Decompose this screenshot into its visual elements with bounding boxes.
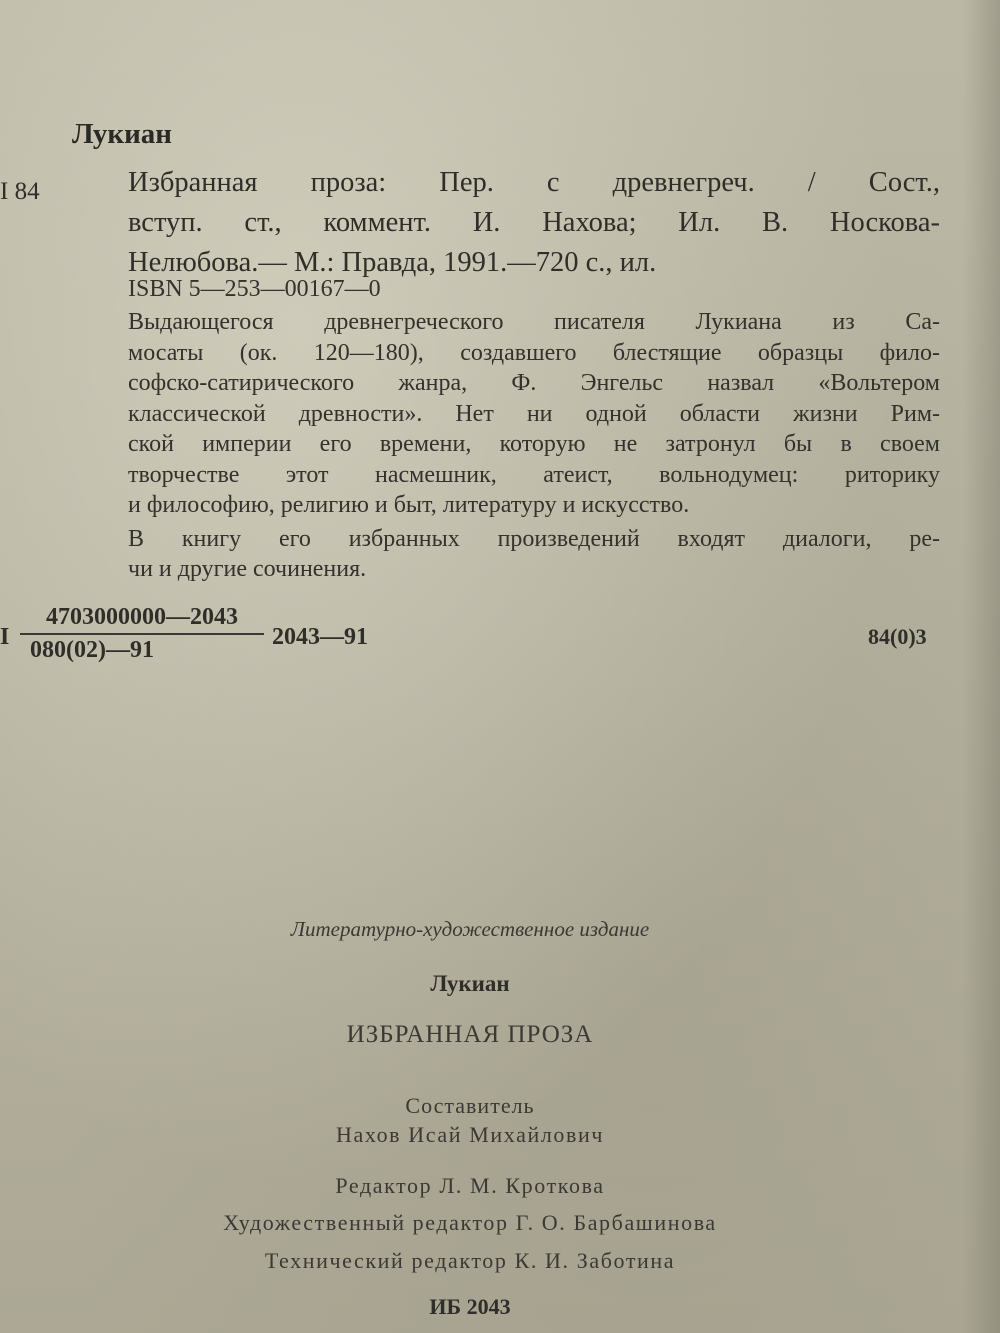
imprint-title: ИЗБРАННАЯ ПРОЗА: [346, 1021, 594, 1048]
compiler-name: Нахов Исай Михайлович: [335, 1122, 605, 1147]
imprint-author: Лукиан: [430, 971, 510, 996]
bibliographic-description: [128, 163, 940, 283]
editor-credit: Редактор Л. М. Кроткова: [335, 1173, 605, 1198]
biblio-line: Избранная проза: Пер. с древнегреч. / Сост.,: [128, 167, 940, 198]
art-editor-credit: Художественный редактор Г. О. Барбашинова: [223, 1210, 717, 1235]
fraction-numerator: 4703000000—2043: [20, 604, 264, 635]
order-code: 2043—91: [272, 624, 368, 650]
edition-type: Литературно-художественное издание: [290, 917, 650, 941]
biblio-line: вступ. ст., коммент. И. Нахова; Ил. В. Носкова-: [128, 207, 940, 238]
fraction-denominator: 080(02)—91: [30, 637, 154, 663]
catalog-fraction: [20, 604, 264, 664]
ib-number: ИБ 2043: [429, 1294, 511, 1319]
annotation: [128, 307, 940, 585]
compiler-label: Составитель: [405, 1093, 535, 1118]
bbk-code: 84(0)3: [868, 624, 927, 649]
annotation-line: Выдающегося древнегреческого писателя Лукиана из Са-: [128, 309, 940, 335]
isbn: ISBN 5—253—00167—0: [128, 276, 381, 302]
annotation-line: чи и другие сочинения.: [128, 556, 367, 582]
annotation-line: и философию, религию и быт, литературу и искусство.: [128, 492, 690, 518]
tech-editor-credit: Технический редактор К. И. Заботина: [264, 1248, 676, 1273]
annotation-line: В книгу его избранных произведений входят диалоги, ре-: [128, 525, 940, 552]
index-letter: I: [0, 624, 10, 650]
catalog-author: Лукиан: [72, 118, 173, 150]
annotation-line: мосаты (ок. 120—180), создавшего блестящие образцы фило-: [128, 339, 940, 366]
annotation-line: творчестве этот насмешник, атеист, вольнодумец: риторику: [128, 461, 940, 488]
biblio-line: Нелюбова.— М.: Правда, 1991.—720 с., ил.: [128, 247, 657, 278]
udk-code: I 84: [0, 178, 40, 205]
annotation-line: софско-сатирического жанра, Ф. Энгельс назвал «Вольтером: [128, 370, 940, 396]
page-edge-shadow: [962, 0, 1000, 1333]
annotation-line: ской империи его времени, которую не затронул бы в своем: [128, 431, 940, 457]
annotation-line: классической древности». Нет ни одной области жизни Рим-: [128, 400, 940, 427]
